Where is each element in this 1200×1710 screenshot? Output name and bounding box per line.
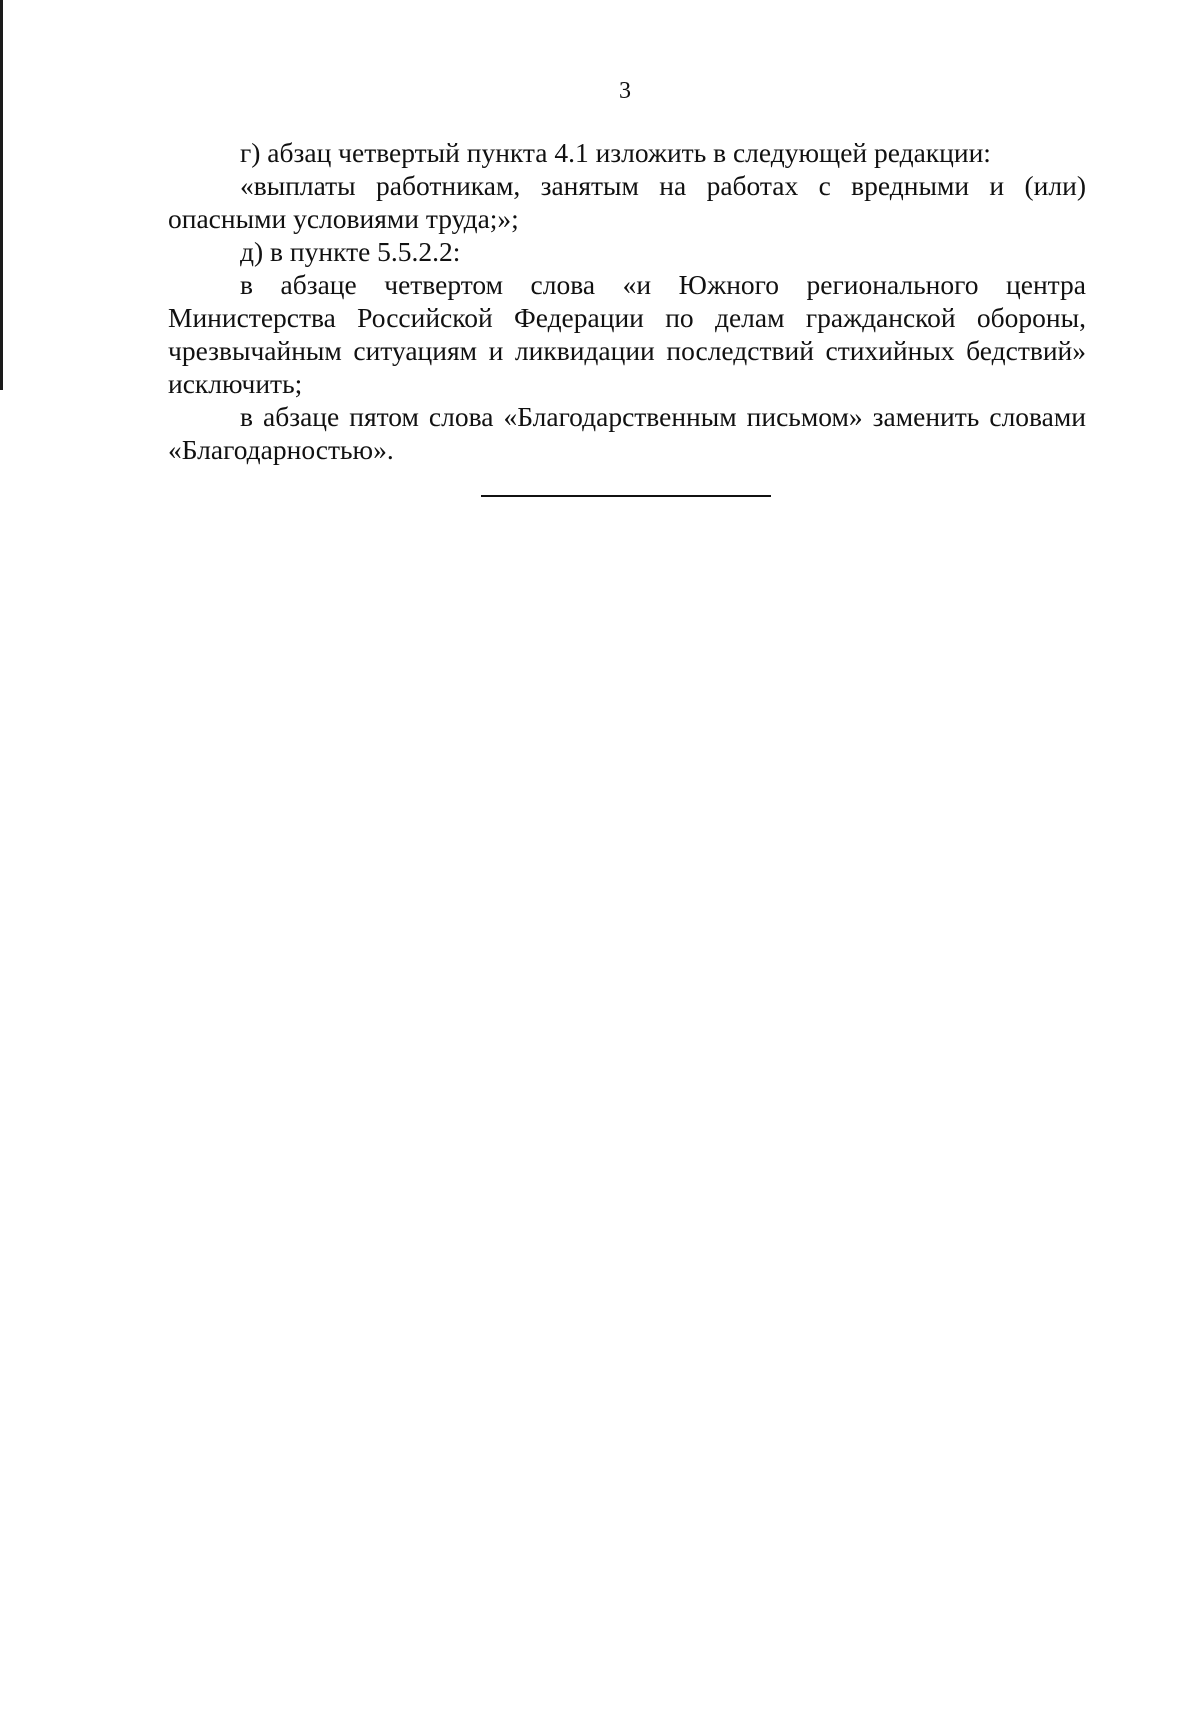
document-body [168,136,1086,466]
paragraph-quoted-text: «выплаты работникам, занятым на работах с вредными и (или) опасными условиями труда;»; [168,170,1086,234]
end-of-text-line [481,495,771,497]
paragraph-fourth-subparagraph: в абзаце четвертом слова «и Южного регионального центра Министерства Российской Федерации по делам гражданской обороны, чрезвычайным ситуациям и ликвидации последствий стихийных бедствий» исключить; [168,269,1086,399]
paragraph-fifth-subparagraph: в абзаце пятом слова «Благодарственным письмом» заменить словами «Благодарностью». [168,401,1086,465]
page-number: 3 [619,78,631,104]
scan-edge [0,0,3,390]
paragraph-item-d: д) в пункте 5.5.2.2: [240,236,461,267]
paragraph-item-g: г) абзац четвертый пункта 4.1 изложить в следующей редакции: [240,137,991,168]
